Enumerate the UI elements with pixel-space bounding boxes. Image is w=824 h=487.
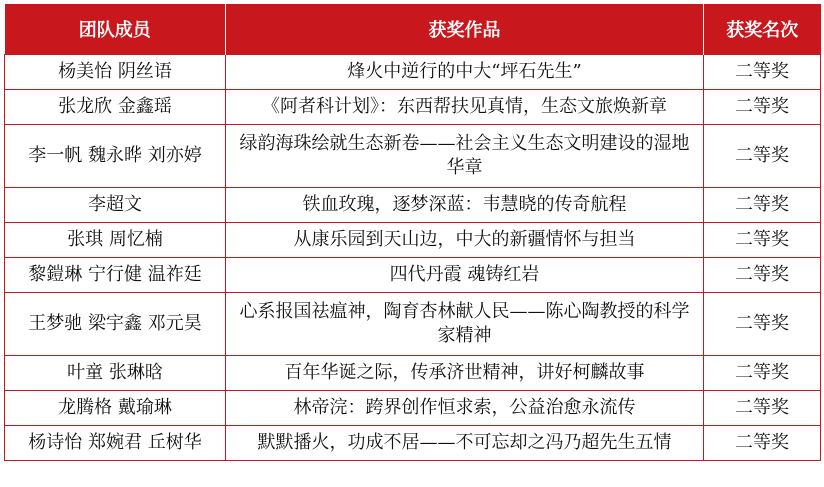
work-cell: 烽火中逆行的中大“坪石先生” xyxy=(226,55,704,90)
work-cell: 心系报国祛瘟神，陶育杏林献人民——陈心陶教授的科学家精神 xyxy=(226,293,704,356)
members-cell: 叶童 张琳晗 xyxy=(5,356,226,391)
table-row xyxy=(5,258,821,293)
table-row xyxy=(5,293,821,356)
rank-cell: 二等奖 xyxy=(704,55,821,90)
work-cell: 林帝浣：跨界创作恒求索，公益治愈永流传 xyxy=(226,391,704,426)
members-cell: 张龙欣 金鑫瑶 xyxy=(5,90,226,125)
header-work: 获奖作品 xyxy=(226,4,704,55)
work-cell: 绿韵海珠绘就生态新卷——社会主义生态文明建设的湿地华章 xyxy=(226,125,704,188)
table-row xyxy=(5,356,821,391)
members-cell: 王梦驰 梁宇鑫 邓元昊 xyxy=(5,293,226,356)
table-row xyxy=(5,55,821,90)
members-cell: 龙腾格 戴瑜琳 xyxy=(5,391,226,426)
members-cell: 李超文 xyxy=(5,188,226,223)
rank-cell: 二等奖 xyxy=(704,223,821,258)
work-cell: 《阿者科计划》：东西帮扶见真情，生态文旅焕新章 xyxy=(226,90,704,125)
members-cell: 杨美怡 阴丝语 xyxy=(5,55,226,90)
rank-cell: 二等奖 xyxy=(704,356,821,391)
table-row xyxy=(5,125,821,188)
rank-cell: 二等奖 xyxy=(704,125,821,188)
members-cell: 张琪 周忆楠 xyxy=(5,223,226,258)
rank-cell: 二等奖 xyxy=(704,293,821,356)
members-cell: 杨诗怡 郑婉君 丘树华 xyxy=(5,426,226,461)
table-row xyxy=(5,188,821,223)
header-members: 团队成员 xyxy=(5,4,226,55)
rank-cell: 二等奖 xyxy=(704,426,821,461)
work-cell: 百年华诞之际，传承济世精神，讲好柯麟故事 xyxy=(226,356,704,391)
table-row xyxy=(5,223,821,258)
table-row xyxy=(5,90,821,125)
rank-cell: 二等奖 xyxy=(704,90,821,125)
work-cell: 四代丹霞 魂铸红岩 xyxy=(226,258,704,293)
table-header-row xyxy=(5,4,821,55)
work-cell: 从康乐园到天山边，中大的新疆情怀与担当 xyxy=(226,223,704,258)
table-row xyxy=(5,426,821,461)
members-cell: 黎鎧琳 宁行健 温祚廷 xyxy=(5,258,226,293)
header-rank: 获奖名次 xyxy=(704,4,821,55)
work-cell: 默默播火，功成不居——不可忘却之冯乃超先生五情 xyxy=(226,426,704,461)
rank-cell: 二等奖 xyxy=(704,391,821,426)
table-row xyxy=(5,391,821,426)
members-cell: 李一帆 魏永晔 刘亦婷 xyxy=(5,125,226,188)
rank-cell: 二等奖 xyxy=(704,258,821,293)
rank-cell: 二等奖 xyxy=(704,188,821,223)
awards-table xyxy=(4,4,821,461)
work-cell: 铁血玫瑰，逐梦深蓝：韦慧晓的传奇航程 xyxy=(226,188,704,223)
